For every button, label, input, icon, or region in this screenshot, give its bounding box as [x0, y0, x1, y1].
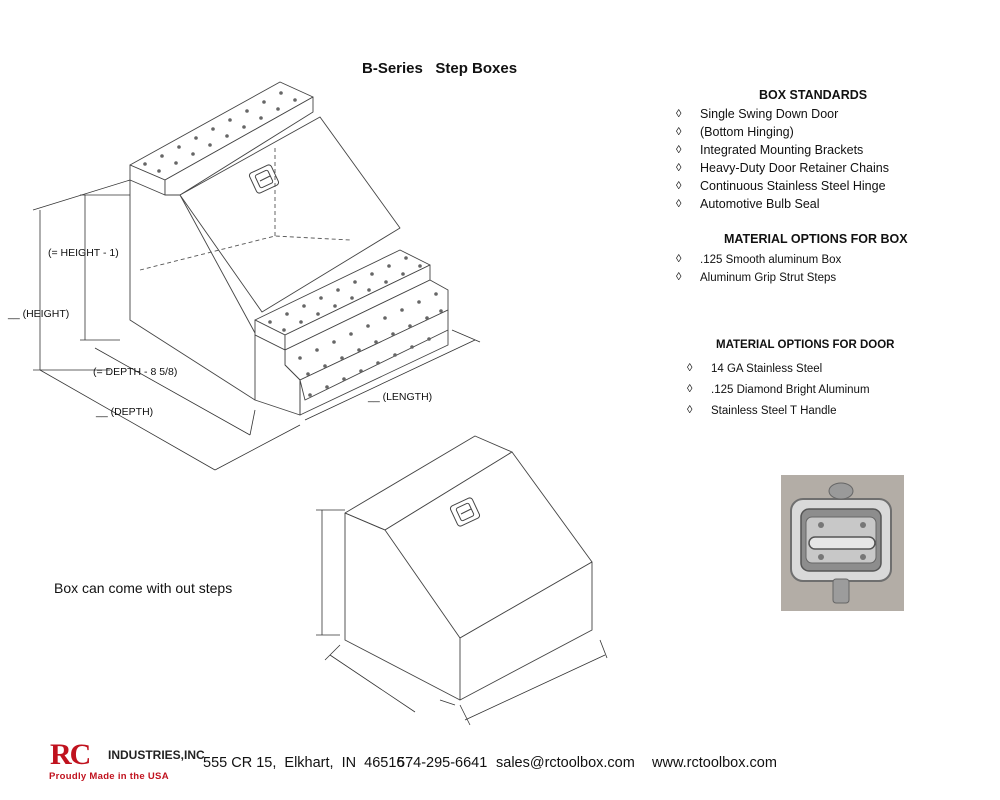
list-item: ◊ 14 GA Stainless Steel [687, 358, 870, 379]
page-title: B-Series Step Boxes [362, 60, 518, 77]
dim-label-depth: __ (DEPTH) [96, 406, 154, 418]
list-item: ◊ Stainless Steel T Handle [687, 400, 870, 421]
no-steps-note: Box can come with out steps [54, 580, 233, 596]
diamond-bullet-icon: ◊ [676, 162, 682, 174]
footer-email[interactable]: sales@rctoolbox.com [496, 755, 635, 771]
list-item: ◊ Automotive Bulb Seal [676, 197, 820, 211]
t-handle-photo [781, 475, 904, 611]
list-item: ◊ .125 Diamond Bright Aluminum [687, 379, 870, 400]
diamond-bullet-icon: ◊ [676, 144, 682, 156]
diamond-bullet-icon: ◊ [687, 404, 693, 416]
diamond-bullet-icon: ◊ [676, 271, 682, 283]
footer-address: 555 CR 15, Elkhart, IN 46516 [203, 755, 405, 771]
diamond-bullet-icon: ◊ [687, 383, 693, 395]
rc-logo-industries: INDUSTRIES,INC [108, 748, 205, 762]
rc-logo-tagline: Proudly Made in the USA [49, 771, 169, 782]
dim-label-length: __ (LENGTH) [368, 391, 433, 403]
list-item: ◊ .125 Smooth aluminum Box [676, 253, 842, 266]
diamond-bullet-icon: ◊ [676, 198, 682, 210]
dim-label-height: __ (HEIGHT) [8, 308, 70, 320]
box-standards-heading: BOX STANDARDS [759, 88, 868, 102]
dim-label-depth-minus: (= DEPTH - 8 5/8) [93, 366, 178, 378]
list-item: ◊ (Bottom Hinging) [676, 125, 794, 139]
footer-website[interactable]: www.rctoolbox.com [652, 755, 777, 771]
rc-logo: RC [50, 738, 90, 771]
diamond-bullet-icon: ◊ [676, 108, 682, 120]
step-box-without-steps-drawing [316, 436, 607, 725]
list-item: ◊ Aluminum Grip Strut Steps [676, 271, 837, 284]
dim-label-height-minus-1: (= HEIGHT - 1) [48, 247, 119, 259]
box-materials-heading: MATERIAL OPTIONS FOR BOX [724, 232, 908, 246]
t-handle-icon [781, 475, 904, 611]
diamond-bullet-icon: ◊ [687, 362, 693, 374]
list-item: ◊ Heavy-Duty Door Retainer Chains [676, 161, 889, 175]
list-item: ◊ Integrated Mounting Brackets [676, 143, 864, 157]
list-item: ◊ Single Swing Down Door [676, 107, 839, 121]
diamond-bullet-icon: ◊ [676, 253, 682, 265]
footer-phone: 574-295-6641 [397, 755, 488, 771]
diamond-bullet-icon: ◊ [676, 126, 682, 138]
door-materials-heading: MATERIAL OPTIONS FOR DOOR [716, 339, 895, 351]
list-item: ◊ Continuous Stainless Steel Hinge [676, 179, 886, 193]
diamond-bullet-icon: ◊ [676, 180, 682, 192]
